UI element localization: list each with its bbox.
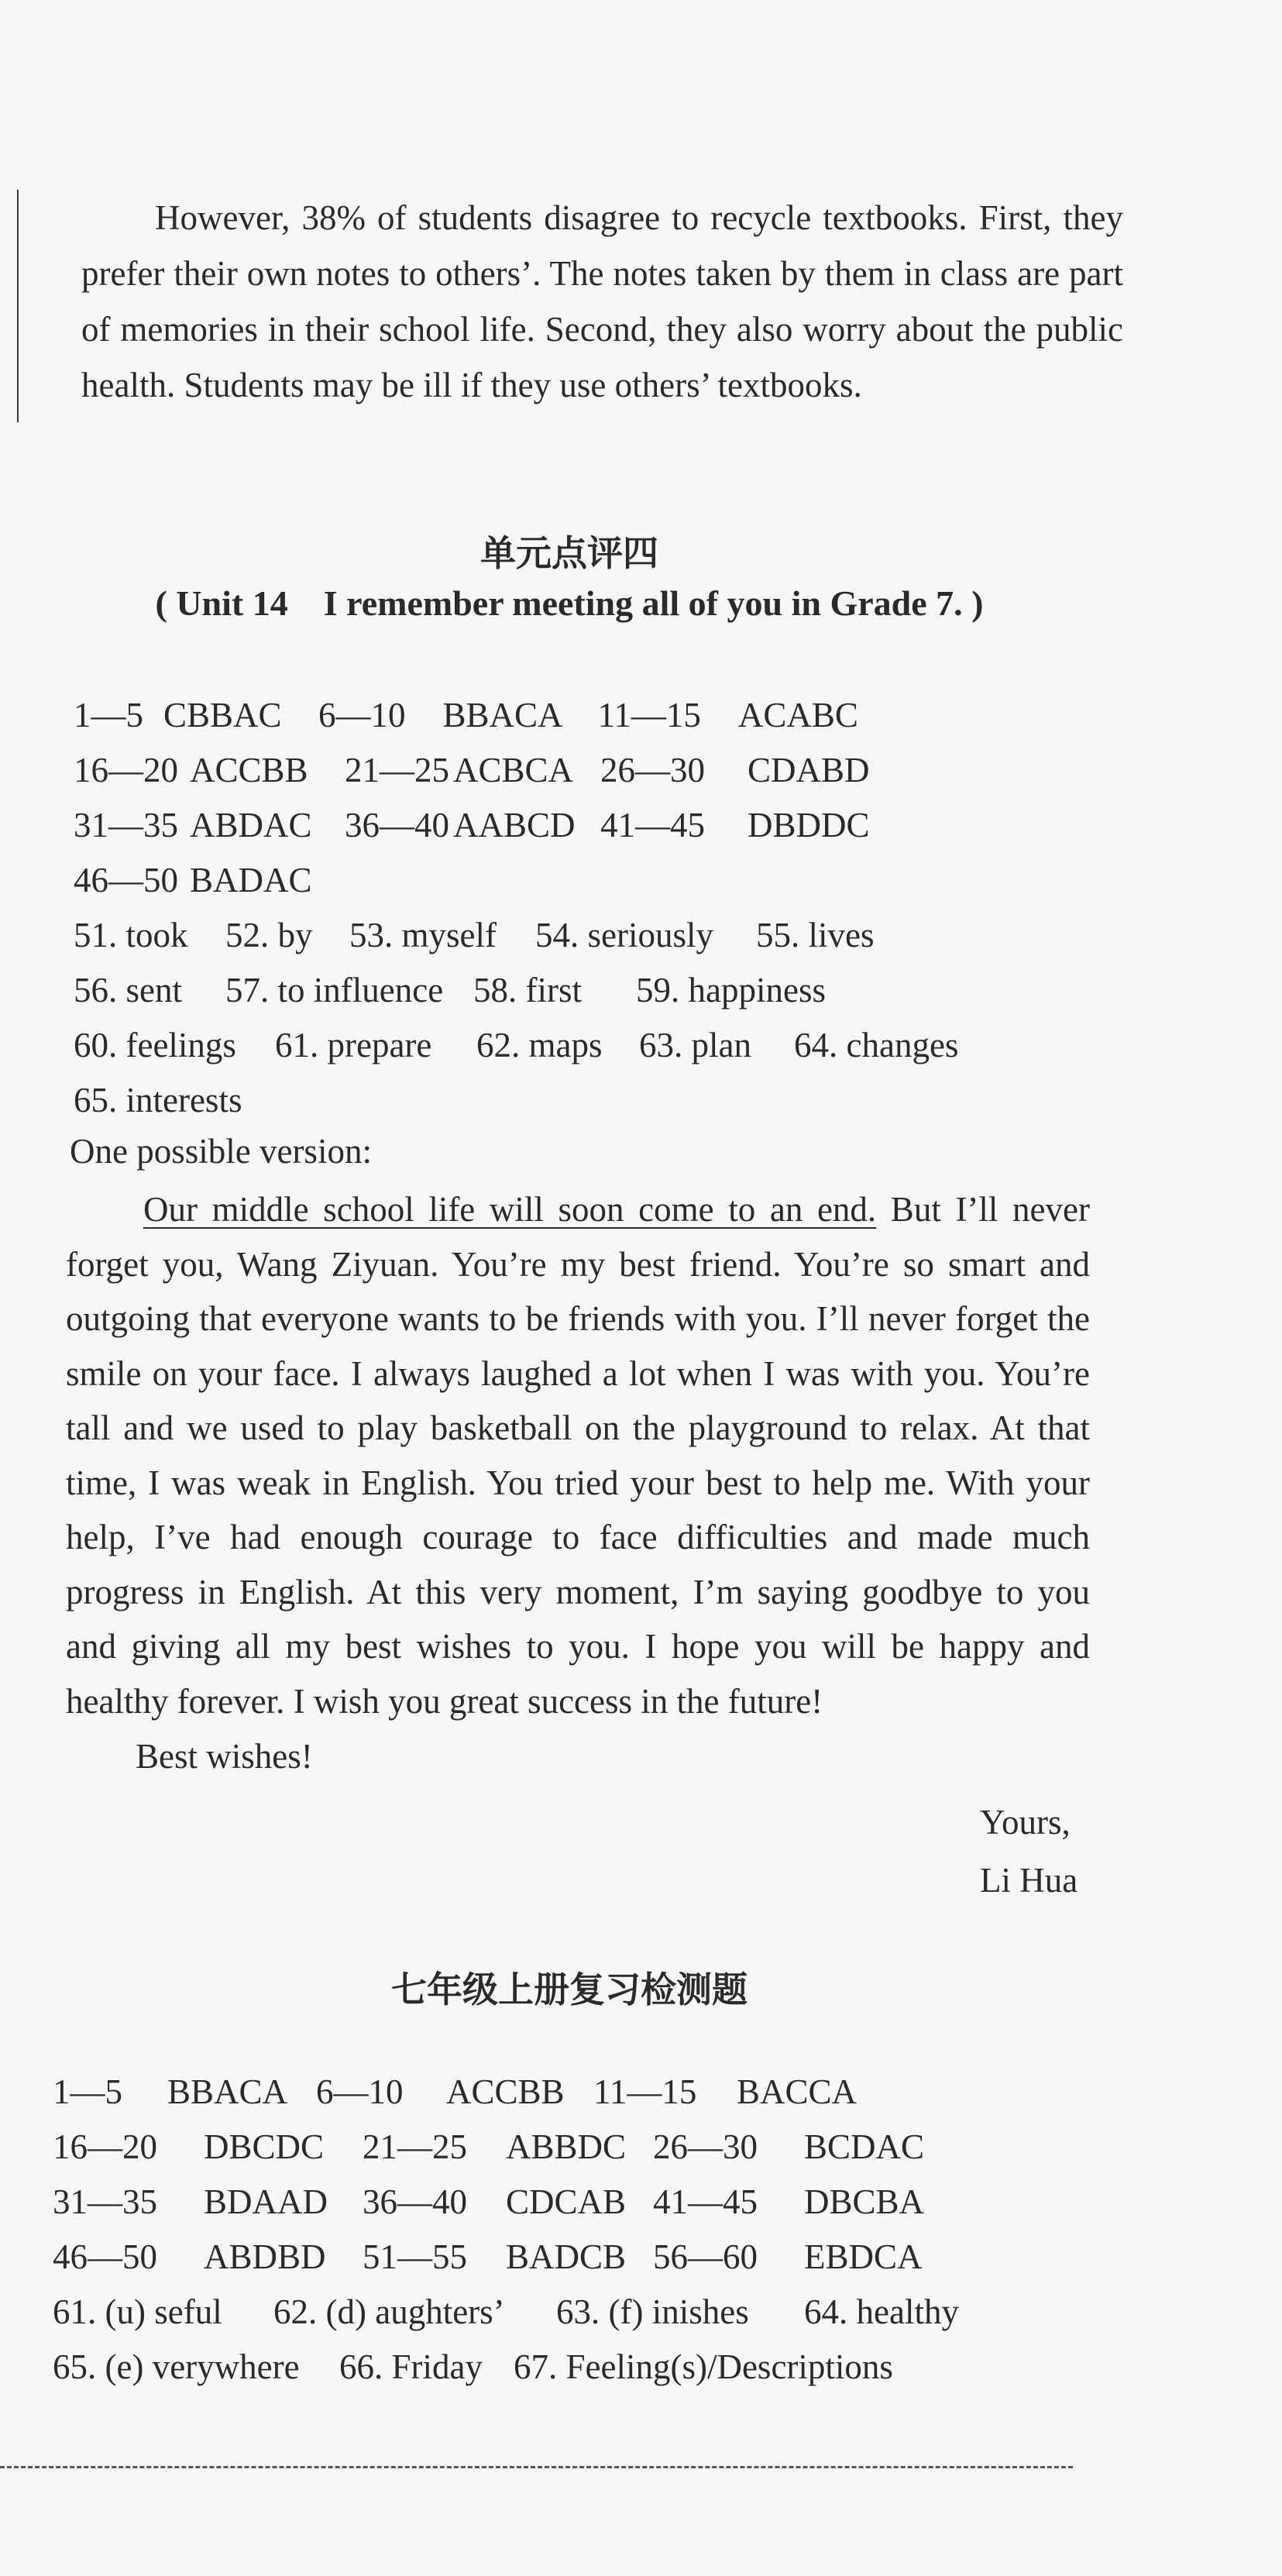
answer-key: ABBDC	[506, 2127, 627, 2166]
answer-range: 16—20	[74, 751, 178, 789]
answer-key: DBCBA	[804, 2182, 925, 2221]
answer-row	[74, 1073, 958, 1128]
fill-answer: 59. happiness	[636, 971, 826, 1009]
answer-row	[74, 743, 870, 798]
answer-key: ACBCA	[453, 751, 574, 789]
answer-range: 1—5	[53, 2072, 122, 2111]
answer-row	[74, 798, 870, 853]
fill-answer: 62. maps	[476, 1026, 603, 1064]
answer-row	[74, 908, 958, 963]
fill-answer: 52. by	[225, 916, 313, 954]
answer-key: BACCA	[737, 2072, 858, 2111]
answer-range: 1—5	[74, 696, 143, 734]
answer-range: 31—35	[53, 2182, 157, 2221]
answer-row	[74, 853, 870, 908]
fill-answer: 63. (f) inishes	[556, 2292, 749, 2331]
answer-key: CDCAB	[506, 2182, 627, 2221]
answer-row	[53, 2340, 959, 2395]
fill-answer: 61. prepare	[275, 1026, 432, 1064]
unit-review-title: 单元点评四	[480, 532, 658, 574]
fill-answer: 60. feelings	[74, 1026, 236, 1064]
answer-key: BBACA	[167, 2072, 288, 2111]
answer-key: DBDDC	[748, 806, 870, 844]
fill-answer: 65. (e) verywhere	[53, 2347, 300, 2386]
fill-answer: 51. took	[74, 916, 188, 954]
answer-range: 6—10	[318, 696, 406, 734]
answer-key: ABDAC	[190, 806, 312, 844]
bottom-dashed-rule	[0, 2466, 1073, 2468]
fill-answer: 63. plan	[639, 1026, 751, 1064]
grade7-choice-answers	[53, 2065, 924, 2285]
sample-essay	[66, 1182, 1090, 1728]
answer-key: ABDBD	[204, 2237, 326, 2276]
fill-answer: 58. first	[473, 971, 582, 1009]
answer-range: 11—15	[593, 2072, 697, 2111]
answer-key: ACCBB	[446, 2072, 565, 2111]
answer-range: 41—45	[653, 2182, 758, 2221]
unit-review-choice-answers	[74, 688, 870, 908]
answer-row	[53, 2120, 924, 2175]
answer-key: BADCB	[506, 2237, 627, 2276]
answer-range: 56—60	[653, 2237, 758, 2276]
answer-range: 46—50	[74, 861, 178, 899]
answer-range: 46—50	[53, 2237, 157, 2276]
top-paragraph: However, 38% of students disagree to recycle textbooks. First, they prefer their own notes to others’. The notes taken by them in class are part of memories in their school life. Second, they also worry about the public health. Students may be ill if they use others’ textbooks.	[81, 198, 1123, 404]
essay-underlined-sentence: Our middle school life will soon come to an end.	[143, 1190, 877, 1229]
unit-review-subtitle: ( Unit 14 I remember meeting all of you in Grade 7. )	[155, 583, 984, 623]
grade7-fill-answers	[53, 2285, 959, 2395]
answer-row	[53, 2285, 959, 2340]
answer-key: EBDCA	[804, 2237, 923, 2276]
fill-answer: 53. myself	[349, 916, 497, 954]
essay-closing: Best wishes!	[136, 1737, 313, 1776]
fill-answer: 57. to influence	[225, 971, 444, 1009]
essay-body: But I’ll never forget you, Wang Ziyuan. You’re my best friend. You’re so smart and outgoing that everyone wants to be friends with you. I’ll never forget the smile on your face. I always laughed a lot when I was with you. You’re tall and we used to play basketball on the playground to relax. At that time, I was weak in English. You tried your best to help me. With your help, I’ve had enough courage to face difficulties and made much progress in English. At this very moment, I’m saying goodbye to you and giving all my best wishes to you. I hope you will be happy and healthy forever. I wish you great success in the future!	[66, 1190, 1090, 1721]
answer-range: 26—30	[653, 2127, 758, 2166]
answer-key: BBACA	[442, 696, 563, 734]
answer-row	[53, 2065, 924, 2120]
essay-signoff: Yours,	[980, 1803, 1071, 1842]
answer-row	[74, 1018, 958, 1073]
answer-key: BADAC	[190, 861, 312, 899]
answer-key: ACABC	[737, 696, 858, 734]
answer-key: BCDAC	[804, 2127, 925, 2166]
answer-row	[53, 2230, 924, 2285]
fill-answer: 55. lives	[756, 916, 875, 954]
version-label: One possible version:	[70, 1132, 372, 1171]
fill-answer: 65. interests	[74, 1081, 242, 1119]
answer-range: 21—25	[363, 2127, 467, 2166]
answer-row	[74, 963, 958, 1018]
fill-answer: 61. (u) seful	[53, 2292, 222, 2331]
essay-signature: Li Hua	[980, 1861, 1078, 1900]
answer-range: 6—10	[316, 2072, 404, 2111]
grade7-review-title: 七年级上册复习检测题	[391, 1969, 748, 2010]
answer-range: 11—15	[597, 696, 701, 734]
answer-range: 36—40	[363, 2182, 467, 2221]
fill-answer: 64. changes	[794, 1026, 959, 1064]
fill-answer: 66. Friday	[339, 2347, 483, 2386]
answer-row	[74, 688, 870, 743]
answer-key: DBCDC	[204, 2127, 325, 2166]
answer-range: 36—40	[345, 806, 449, 844]
answer-range: 21—25	[345, 751, 449, 789]
answer-range: 16—20	[53, 2127, 157, 2166]
fill-answer: 56. sent	[74, 971, 182, 1009]
answer-range: 41—45	[600, 806, 705, 844]
answer-key: BDAAD	[204, 2182, 328, 2221]
unit-review-fill-answers	[74, 908, 958, 1128]
answer-key: ACCBB	[190, 751, 308, 789]
answer-key: AABCD	[453, 806, 576, 844]
fill-answer: 54. seriously	[535, 916, 713, 954]
fill-answer: 62. (d) aughters’	[273, 2292, 505, 2331]
answer-row	[53, 2175, 924, 2230]
answer-range: 26—30	[600, 751, 705, 789]
answer-key: CDABD	[748, 751, 870, 789]
fill-answer: 67. Feeling(s)/Descriptions	[514, 2347, 893, 2386]
answer-range: 51—55	[363, 2237, 467, 2276]
answer-range: 31—35	[74, 806, 178, 844]
left-margin-rule	[17, 190, 19, 422]
answer-key: CBBAC	[163, 696, 282, 734]
fill-answer: 64. healthy	[804, 2292, 959, 2331]
